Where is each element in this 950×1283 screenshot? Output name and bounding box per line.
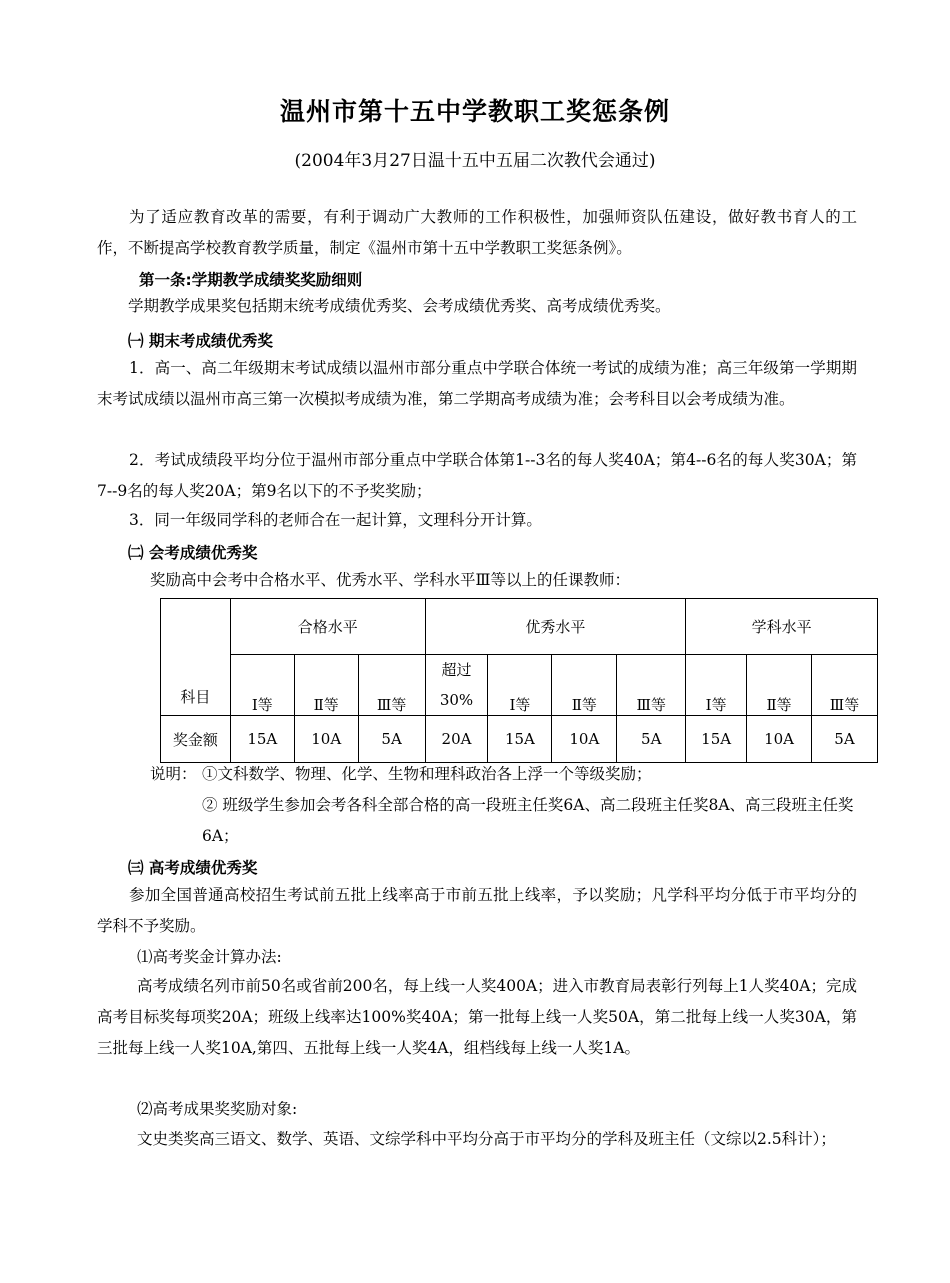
section2-intro: 奖励高中会考中合格水平、优秀水平、学科水平Ⅲ等以上的任课教师： — [150, 571, 630, 589]
article1-heading: 第一条:学期教学成绩奖奖励细则 — [139, 271, 363, 289]
amount-cell: 10A — [747, 716, 812, 763]
level-header: Ⅱ等 — [552, 655, 617, 716]
section1-item1: 1．高一、高二年级期末考试成绩以温州市部分重点中学联合体统一考试的成绩为准；高三年级第一学期期末考试成绩以温州市高三第一次模拟考成绩为准，第二学期高考成绩为准；会考科目以会考成绩为准。 — [97, 359, 857, 408]
level-header: 超过30% — [425, 655, 488, 716]
section1-heading: ㈠ 期末考成绩优秀奖 — [128, 332, 273, 350]
section1-item3: 3．同一年级同学科的老师合在一起计算，文理科分开计算。 — [129, 511, 542, 529]
document-title: 温州市第十五中学教职工奖惩条例 — [279, 97, 670, 126]
section3-intro: 参加全国普通高校招生考试前五批上线率高于市前五批上线率，予以奖励；凡学科平均分低于市平均分的学科不予奖励。 — [97, 886, 857, 935]
level-header: Ⅱ等 — [747, 655, 812, 716]
group-header: 学科水平 — [686, 599, 878, 655]
method-paragraph: 高考成绩名列市前50名或省前200名，每上线一人奖400A；进入市教育局表彰行列每上1人奖40A；完成高考目标奖每项奖20A；班级上线率达100%奖40A；第一批每上线一人奖50A，第二批每上线一人奖30A，第三批每上线一人奖10A,第四、五批每上线一人奖4A，组档线每上线一人奖1A。 — [97, 977, 857, 1057]
amount-cell: 10A — [552, 716, 617, 763]
level-header: Ⅲ等 — [617, 655, 686, 716]
subject-header: 科目 — [161, 599, 231, 716]
level-header: Ⅰ等 — [488, 655, 552, 716]
target-paragraph: 文史类奖高三语文、数学、英语、文综学科中平均分高于市平均分的学科及班主任（文综以2.5科计）； — [137, 1130, 836, 1148]
group-header: 合格水平 — [230, 599, 425, 655]
level-header: Ⅱ等 — [294, 655, 358, 716]
section3-heading: ㈢ 高考成绩优秀奖 — [128, 859, 258, 877]
amount-cell: 15A — [230, 716, 294, 763]
note-1: ①文科数学、物理、化学、生物和理科政治各上浮一个等级奖励； — [202, 765, 652, 783]
level-header: Ⅰ等 — [686, 655, 747, 716]
group-header: 优秀水平 — [425, 599, 686, 655]
section2-heading: ㈡ 会考成绩优秀奖 — [128, 544, 258, 562]
award-table — [160, 598, 878, 763]
method-heading: ⑴高考奖金计算办法: — [137, 948, 282, 966]
article1-summary: 学期教学成果奖包括期末统考成绩优秀奖、会考成绩优秀奖、高考成绩优秀奖。 — [128, 297, 671, 315]
document-subtitle: (2004年3月27日温十五中五届二次教代会通过) — [294, 151, 656, 171]
level-header: Ⅲ等 — [812, 655, 878, 716]
note-2: ② 班级学生参加会考各科全部合格的高一段班主任奖6A、高二段班主任奖8A、高三段班主任奖6A； — [202, 796, 854, 845]
level-header: Ⅲ等 — [358, 655, 425, 716]
section1-item2: 2．考试成绩段平均分位于温州市部分重点中学联合体第1--3名的每人奖40A；第4--6名的每人奖30A；第7--9名的每人奖20A；第9名以下的不予奖奖励； — [97, 451, 857, 500]
amount-cell: 10A — [294, 716, 358, 763]
amount-header: 奖金额 — [161, 716, 231, 763]
amount-cell: 5A — [617, 716, 686, 763]
amount-cell: 5A — [812, 716, 878, 763]
target-heading: ⑵高考成果奖奖励对象: — [137, 1100, 298, 1118]
amount-cell: 15A — [488, 716, 552, 763]
note-label: 说明： — [150, 765, 197, 783]
amount-cell: 5A — [358, 716, 425, 763]
amount-cell: 20A — [425, 716, 488, 763]
level-header: Ⅰ等 — [230, 655, 294, 716]
intro-paragraph: 为了适应教育改革的需要，有利于调动广大教师的工作积极性，加强师资队伍建设，做好教书育人的工作，不断提高学校教育教学质量，制定《温州市第十五中学教职工奖惩条例》。 — [97, 208, 857, 257]
amount-cell: 15A — [686, 716, 747, 763]
